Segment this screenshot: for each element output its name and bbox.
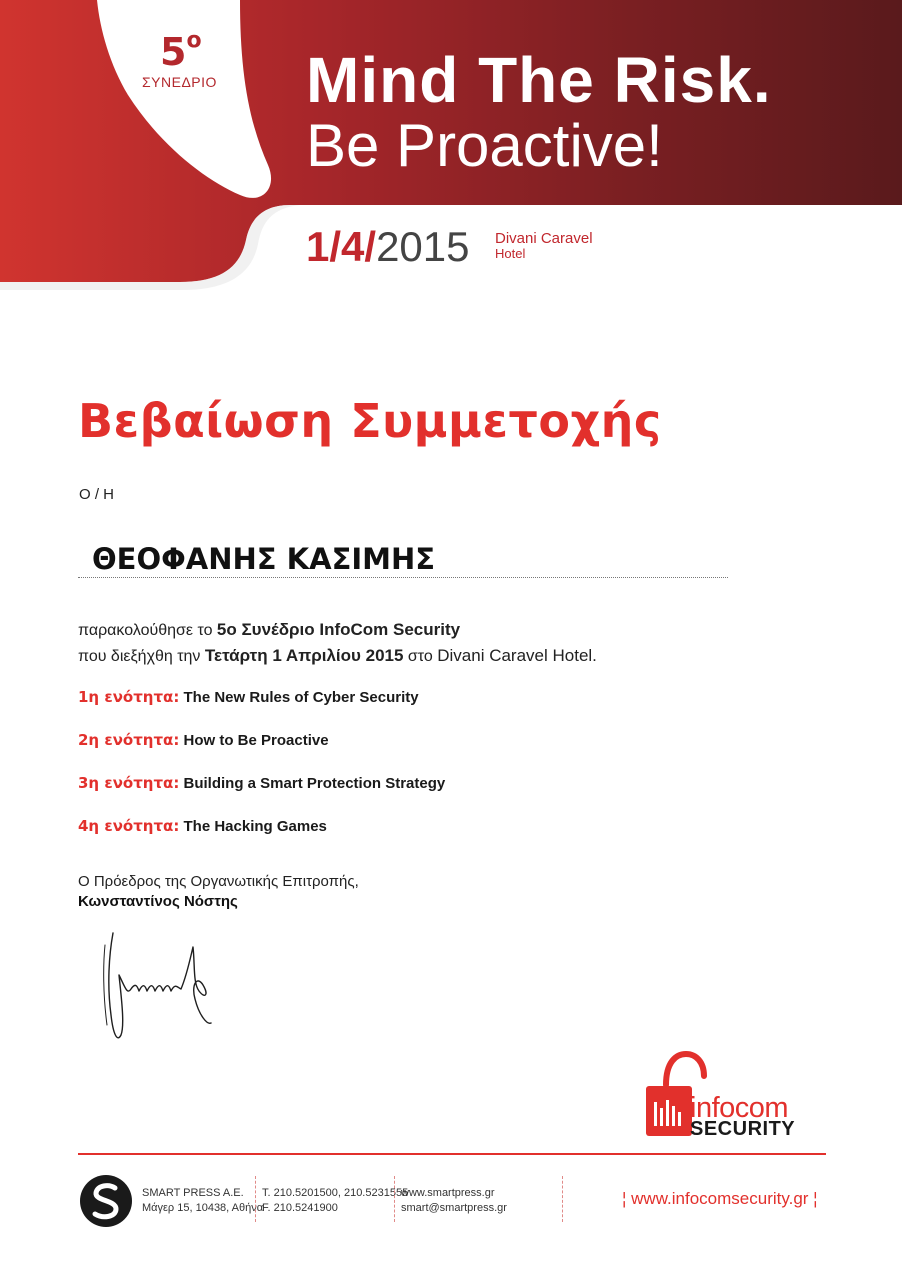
session-item: 2η ενότητα: How to Be Proactive (78, 731, 329, 749)
recipient-name: ΘΕΟΦΑΝΗΣ ΚΑΣΙΜΗΣ (92, 542, 436, 576)
handwritten-signature (95, 925, 225, 1050)
signatory-role: Ο Πρόεδρος της Οργανωτικής Επιτροπής, (78, 873, 359, 890)
event-date: 1/4/2015 (306, 223, 470, 270)
headline-line1: Mind The Risk. (306, 44, 772, 116)
event-website-link[interactable]: ¦ www.infocomsecurity.gr ¦ (622, 1189, 818, 1208)
footer-divider (78, 1153, 826, 1155)
attended-line: παρακολούθησε το 5ο Συνέδριο InfoCom Security (78, 620, 461, 639)
edition-label: ΣΥΝΕΔΡΙΟ (142, 74, 217, 90)
session-item: 1η ενότητα: The New Rules of Cyber Security (78, 688, 419, 706)
footer-company: SMART PRESS A.E. Μάγερ 15, 10438, Αθήνα (142, 1187, 264, 1214)
headline-line2: Be Proactive! (306, 112, 663, 179)
session-item: 4η ενότητα: The Hacking Games (78, 817, 327, 835)
footer-separator (394, 1176, 395, 1222)
footer-separator (255, 1176, 256, 1222)
certificate-title: Βεβαίωση Συμμετοχής (78, 394, 662, 448)
event-venue: Divani Caravel Hotel (495, 230, 593, 261)
held-line: που διεξήχθη την Τετάρτη 1 Απριλίου 2015 στο Divani Caravel Hotel. (78, 646, 597, 665)
smartpress-logo (79, 1174, 133, 1228)
footer-contact: www.smartpress.gr smart@smartpress.gr (401, 1187, 507, 1214)
session-item: 3η ενότητα: Building a Smart Protection Strategy (78, 774, 446, 792)
recipient-prefix: Ο / Η (79, 486, 115, 503)
signatory-name: Κωνσταντίνος Νόστης (78, 893, 238, 910)
edition-number: $5^o$ (160, 28, 202, 74)
footer-phones: T. 210.5201500, 210.5231555 F. 210.5241900 (262, 1187, 409, 1214)
logo-wordmark: infocom (690, 1092, 789, 1124)
footer-separator (562, 1176, 563, 1222)
sessions-list (78, 688, 445, 860)
logo-wordmark-security: SECURITY (690, 1118, 796, 1140)
name-dotted-line (78, 577, 728, 578)
